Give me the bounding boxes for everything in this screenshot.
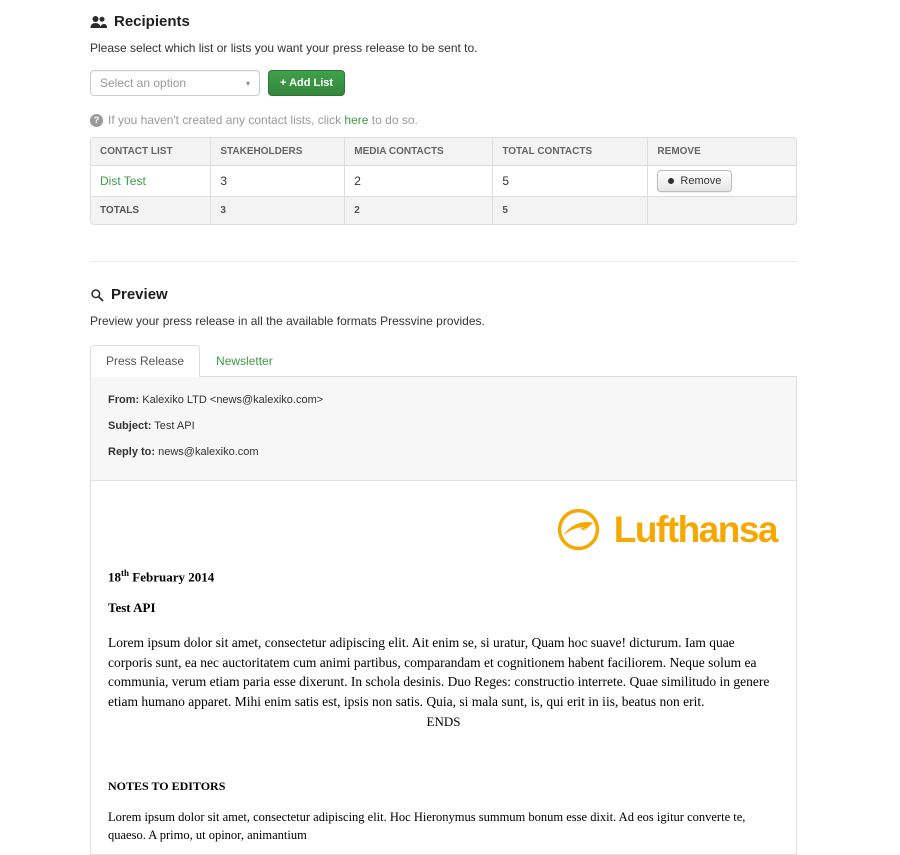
- contact-lists-table: [90, 137, 797, 225]
- notes-to-editors-text: Lorem ipsum dolor sit amet, consectetur adipiscing elit. Hoc Hieronymus summum bonum esse dixit. Ad eos igitur converte te, quaeso. A primo, ut opinor, animantium: [108, 810, 746, 842]
- preview-heading: [90, 286, 797, 303]
- col-total-contacts: TOTAL CONTACTS: [493, 138, 648, 166]
- users-icon: [90, 15, 107, 29]
- caret-down-icon: ▾: [245, 78, 250, 88]
- press-release-text: Lorem ipsum dolor sit amet, consectetur adipiscing elit. Ait enim se, si uratur, Quam hoc suave! dicturum. Iam quae corporis sunt, ea nec auctoritatem cum animi partibus, comparandam et cognitionem habent faciliorem. Neque solum ea communia, verum etiam paria esse dixerunt. In schola desinis. Duo Reges: constructio interrete. Quae similitudo in genere etiam humano apparet. Mihi enim satis est, ipsis non satis. Quia, si mala sunt, is, qui erit in iis, beatus non erit.: [108, 635, 770, 709]
- remove-circle-icon: [668, 178, 674, 184]
- contact-list-link[interactable]: Dist Test: [100, 174, 146, 188]
- preview-tabs: [90, 345, 797, 377]
- recipients-heading: [90, 13, 797, 30]
- brand-wordmark: Lufthansa: [613, 509, 777, 550]
- totals-total-contacts: 5: [493, 197, 648, 225]
- section-divider: [90, 261, 797, 262]
- press-release-preview-panel: [90, 377, 797, 855]
- add-list-button[interactable]: + Add List: [268, 70, 345, 96]
- email-headers: [91, 377, 796, 481]
- totals-stakeholders: 3: [211, 197, 345, 225]
- col-remove: REMOVE: [648, 138, 796, 166]
- totals-row: [91, 197, 796, 225]
- row-total-contacts: 5: [493, 166, 648, 197]
- lufthansa-crane-icon: [556, 507, 601, 552]
- table-header-row: [91, 138, 796, 166]
- col-media-contacts: MEDIA CONTACTS: [345, 138, 493, 166]
- recipients-description: Please select which list or lists you want your press release to be sent to.: [90, 41, 478, 55]
- recipients-title: Recipients: [114, 13, 190, 30]
- list-select-value: Select an option: [100, 76, 187, 90]
- press-release-ends: ENDS: [426, 714, 461, 730]
- preview-description: Preview your press release in all the available formats Pressvine provides.: [90, 314, 485, 328]
- press-release-body: [91, 481, 796, 854]
- email-from: From: Kalexiko LTD <news@kalexiko.com>: [108, 394, 324, 406]
- tab-press-release[interactable]: Press Release: [90, 345, 200, 377]
- tab-newsletter[interactable]: Newsletter: [216, 354, 273, 368]
- table-row: [91, 166, 796, 197]
- recipients-controls: [90, 70, 797, 96]
- search-icon: [90, 288, 104, 302]
- totals-label: TOTALS: [91, 197, 211, 225]
- row-media-contacts: 2: [345, 166, 493, 197]
- help-text: If you haven't created any contact lists, click here to do so.: [108, 113, 418, 127]
- row-stakeholders: 3: [211, 166, 345, 197]
- brand-logo: [108, 507, 777, 552]
- col-contact-list: CONTACT LIST: [91, 138, 211, 166]
- preview-title: Preview: [111, 286, 168, 303]
- page-content: [90, 13, 797, 855]
- press-release-headline: Test API: [108, 600, 156, 616]
- email-subject: Subject: Test API: [108, 420, 195, 432]
- list-select[interactable]: [90, 70, 260, 96]
- contact-lists-help: [90, 113, 797, 127]
- notes-to-editors-heading: NOTES TO EDITORS: [108, 779, 226, 794]
- col-stakeholders: STAKEHOLDERS: [211, 138, 345, 166]
- email-reply-to: Reply to: news@kalexiko.com: [108, 446, 259, 458]
- remove-list-button[interactable]: Remove: [657, 170, 732, 192]
- press-release-date: 18th February 2014: [108, 568, 215, 585]
- totals-media-contacts: 2: [345, 197, 493, 225]
- create-list-link[interactable]: here: [344, 113, 369, 127]
- question-circle-icon: ?: [90, 114, 103, 127]
